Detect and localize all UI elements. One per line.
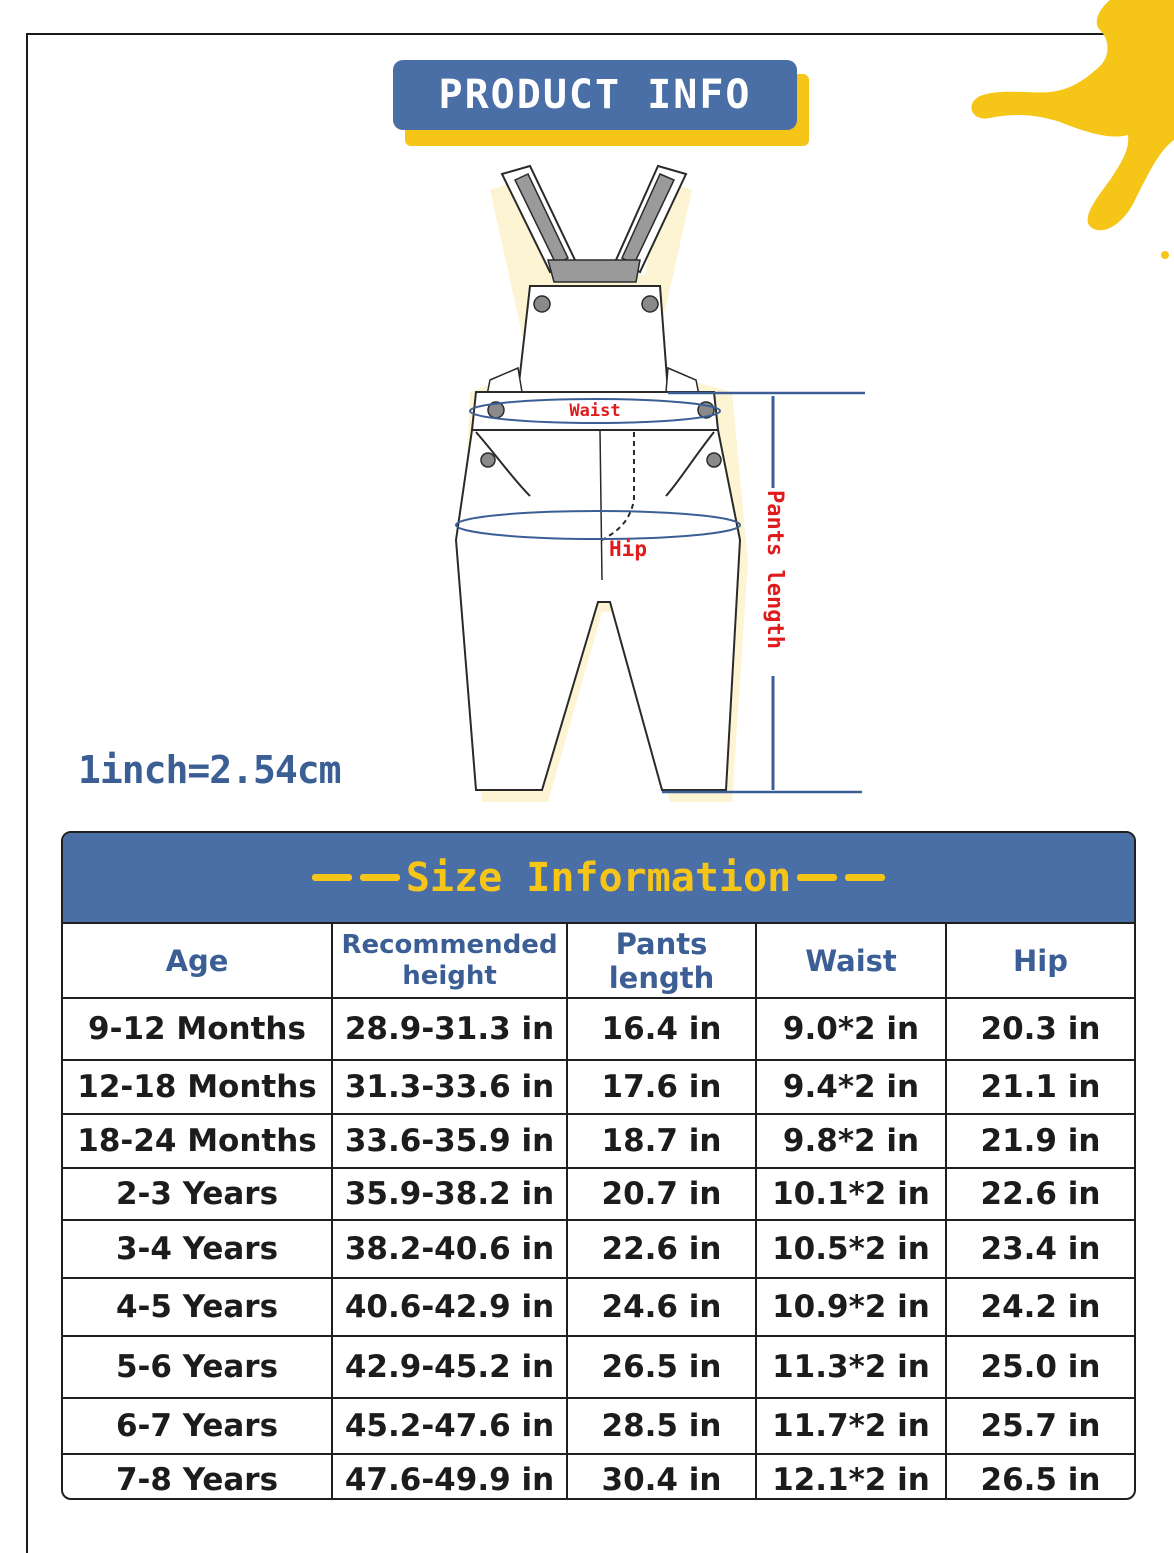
size-table: [61, 831, 1136, 1500]
paint-splash-decoration: [960, 0, 1174, 260]
page-title: PRODUCT INFO: [393, 60, 797, 130]
cell-hip: 24.2 in: [946, 1278, 1134, 1336]
column-header-hip: Hip: [946, 924, 1134, 998]
cell-pants-length: 17.6 in: [567, 1060, 756, 1114]
cell-height: 38.2-40.6 in: [332, 1220, 567, 1278]
cell-height: 31.3-33.6 in: [332, 1060, 567, 1114]
cell-hip: 21.1 in: [946, 1060, 1134, 1114]
cell-waist: 11.3*2 in: [756, 1336, 946, 1398]
cell-pants-length: 24.6 in: [567, 1278, 756, 1336]
cell-waist: 10.5*2 in: [756, 1220, 946, 1278]
unit-conversion-note: 1inch=2.54cm: [78, 748, 341, 792]
cell-hip: 20.3 in: [946, 998, 1134, 1060]
cell-height: 42.9-45.2 in: [332, 1336, 567, 1398]
waist-label: Waist: [569, 401, 621, 421]
title-dash-right-1: [797, 874, 837, 881]
title-dash-right-2: [845, 874, 885, 881]
cell-pants-length: 22.6 in: [567, 1220, 756, 1278]
cell-age: 4-5 Years: [63, 1278, 332, 1336]
cell-age: 2-3 Years: [63, 1168, 332, 1220]
cell-pants-length: 28.5 in: [567, 1398, 756, 1454]
cell-pants-length: 18.7 in: [567, 1114, 756, 1168]
size-table-title: Size Information: [405, 854, 792, 901]
cell-hip: 25.0 in: [946, 1336, 1134, 1398]
table-row: [63, 1398, 1134, 1454]
cell-height: 47.6-49.9 in: [332, 1454, 567, 1500]
cell-age: 7-8 Years: [63, 1454, 332, 1500]
column-header-waist: Waist: [756, 924, 946, 998]
title-dash-left-1: [312, 874, 352, 881]
cell-age: 18-24 Months: [63, 1114, 332, 1168]
title-dash-left-2: [360, 874, 400, 881]
table-header-row: [63, 924, 1134, 998]
table-row: [63, 998, 1134, 1060]
cell-age: 6-7 Years: [63, 1398, 332, 1454]
cell-age: 9-12 Months: [63, 998, 332, 1060]
cell-waist: 9.0*2 in: [756, 998, 946, 1060]
cell-waist: 9.8*2 in: [756, 1114, 946, 1168]
pants-length-label: Pants length: [762, 490, 787, 649]
cell-waist: 12.1*2 in: [756, 1454, 946, 1500]
cell-age: 3-4 Years: [63, 1220, 332, 1278]
table-row: [63, 1454, 1134, 1500]
table-row: [63, 1336, 1134, 1398]
column-header-recommended-height: Recommended height: [332, 924, 567, 998]
cell-height: 33.6-35.9 in: [332, 1114, 567, 1168]
cell-hip: 22.6 in: [946, 1168, 1134, 1220]
cell-pants-length: 30.4 in: [567, 1454, 756, 1500]
cell-height: 40.6-42.9 in: [332, 1278, 567, 1336]
cell-height: 28.9-31.3 in: [332, 998, 567, 1060]
cell-waist: 9.4*2 in: [756, 1060, 946, 1114]
column-header-age: Age: [63, 924, 332, 998]
cell-pants-length: 16.4 in: [567, 998, 756, 1060]
table-row: [63, 1114, 1134, 1168]
cell-hip: 25.7 in: [946, 1398, 1134, 1454]
column-header-pants-length: Pants length: [567, 924, 756, 998]
cell-hip: 21.9 in: [946, 1114, 1134, 1168]
table-row: [63, 1060, 1134, 1114]
overalls-measurement-diagram: [430, 160, 880, 810]
cell-pants-length: 26.5 in: [567, 1336, 756, 1398]
cell-hip: 23.4 in: [946, 1220, 1134, 1278]
cell-height: 35.9-38.2 in: [332, 1168, 567, 1220]
table-row: [63, 1278, 1134, 1336]
hip-label: Hip: [609, 537, 647, 561]
cell-hip: 26.5 in: [946, 1454, 1134, 1500]
cell-age: 5-6 Years: [63, 1336, 332, 1398]
size-table-header: [63, 833, 1134, 924]
cell-waist: 10.1*2 in: [756, 1168, 946, 1220]
product-info-banner: [393, 60, 811, 148]
table-row: [63, 1168, 1134, 1220]
table-row: [63, 1220, 1134, 1278]
size-grid: [63, 924, 1134, 1500]
cell-height: 45.2-47.6 in: [332, 1398, 567, 1454]
cell-waist: 10.9*2 in: [756, 1278, 946, 1336]
cell-pants-length: 20.7 in: [567, 1168, 756, 1220]
cell-waist: 11.7*2 in: [756, 1398, 946, 1454]
cell-age: 12-18 Months: [63, 1060, 332, 1114]
